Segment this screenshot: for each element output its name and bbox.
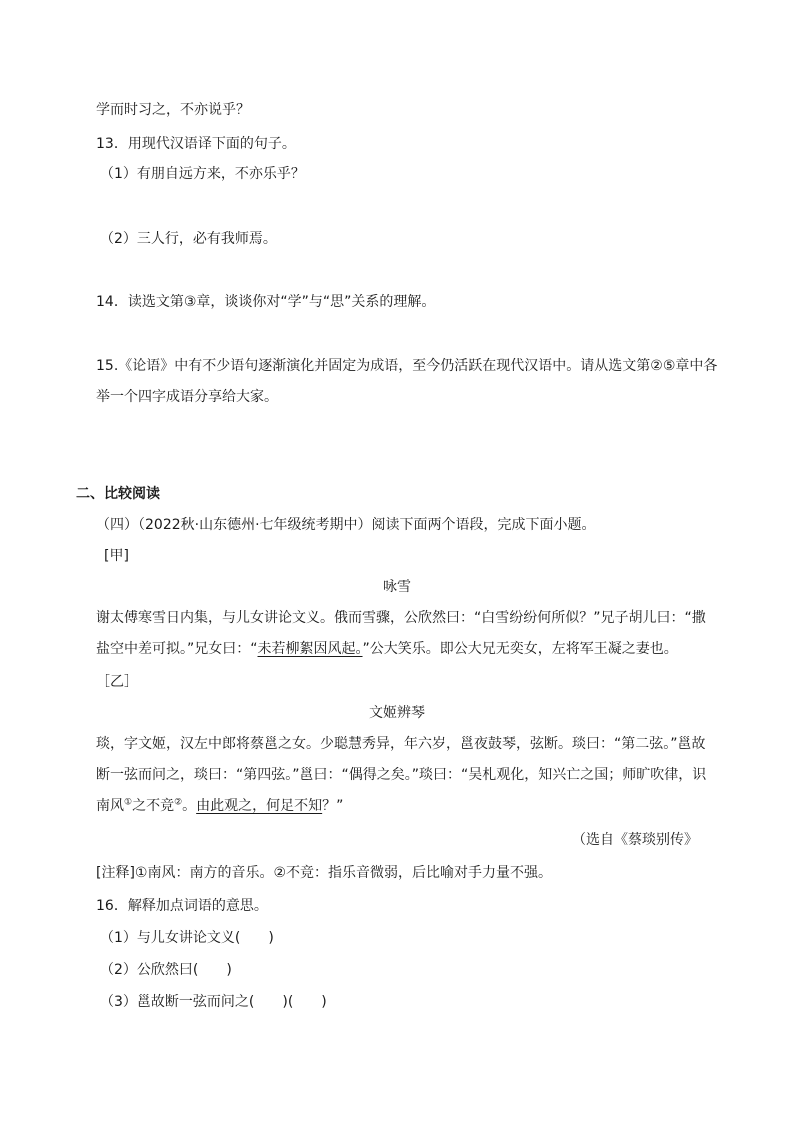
- q13-sentence-1: （1）有朋自远方来，不亦乐乎？: [100, 166, 305, 182]
- passage-yi-line-1: 琰，字文姬，汉左中郎将蔡邕之女。少聪慧秀异，年六岁，邕夜鼓琴，弦断。琰曰：“第二弦。”邕故: [96, 736, 706, 752]
- passage-yi-line-2: 断一弦而问之，琰曰：“第四弦。”邕曰：“偶得之矣。”琰曰：“吴札观化，知兴亡之国；师旷吹律，识: [96, 767, 707, 783]
- footnote-ref-2: ②: [174, 797, 183, 808]
- passage-yi-title: 文姬辨琴: [369, 705, 425, 721]
- underlined-sentence-jia: 未若柳絮因风起。: [257, 641, 363, 657]
- passage-jia-line-2-start: 盐空中差可拟。”兄女曰：“: [96, 641, 258, 657]
- passage-jia-line-1: 谢太傅寒雪日内集，与儿女讲论文义。俄而雪骤，公欣然曰：“白雪纷纷何所似？”兄子胡儿曰：“撒: [96, 610, 706, 626]
- q15-line-2: 举一个四字成语分享给大家。: [96, 389, 278, 405]
- section-2-intro: （四）（2022秋·山东德州·七年级统考期中）阅读下面两个语段，完成下面小题。: [96, 517, 596, 533]
- q13-stem: 13．用现代汉语译下面的句子。: [96, 136, 296, 152]
- q13-sentence-2: （2）三人行，必有我师焉。: [100, 231, 277, 247]
- passage-yi-source: （选自《蔡琰别传》: [572, 832, 698, 848]
- passage-yi-label: ［乙］: [96, 674, 138, 690]
- q16-item-2: （2）公欣然曰( ): [100, 962, 232, 978]
- section-2-heading: 二、比较阅读: [76, 486, 160, 502]
- q16-stem: 16．解释加点词语的意思。: [96, 898, 268, 914]
- passage-jia-label: [甲]: [104, 548, 129, 564]
- q16-item-1: （1）与儿女讲论文义( ): [100, 930, 274, 946]
- q14-question: 14．读选文第③章，谈谈你对“学”与“思”关系的理解。: [96, 294, 436, 310]
- annotation-notes: [注释]①南风：南方的音乐。②不竞：指乐音微弱，后比喻对手力量不强。: [96, 865, 553, 881]
- footnote-ref-1: ①: [124, 797, 133, 808]
- passage-yi-line-3-period: 。: [182, 798, 197, 814]
- q12-tail-text: 学而时习之，不亦说乎？: [96, 102, 250, 118]
- passage-yi-line-3-end: ？”: [322, 798, 344, 814]
- passage-yi-line-3-mid: 之不竞: [132, 798, 175, 814]
- passage-jia-line-2: [96, 639, 678, 659]
- q15-line-1: 15.《论语》中有不少语句逐渐演化并固定为成语，至今仍活跃在现代汉语中。请从选文第②⑤章中各: [96, 358, 718, 374]
- passage-jia-line-2-end: ”公大笑乐。即公大兄无奕女，左将军王凝之妻也。: [362, 641, 678, 657]
- underlined-sentence-yi: 由此观之，何足不知: [196, 798, 323, 814]
- passage-yi-line-3: [96, 796, 343, 816]
- passage-jia-title: 咏雪: [383, 579, 411, 595]
- q16-item-3: （3）邕故断一弦而问之( )( ): [100, 994, 327, 1010]
- passage-yi-line-3-start: 南风: [96, 798, 124, 814]
